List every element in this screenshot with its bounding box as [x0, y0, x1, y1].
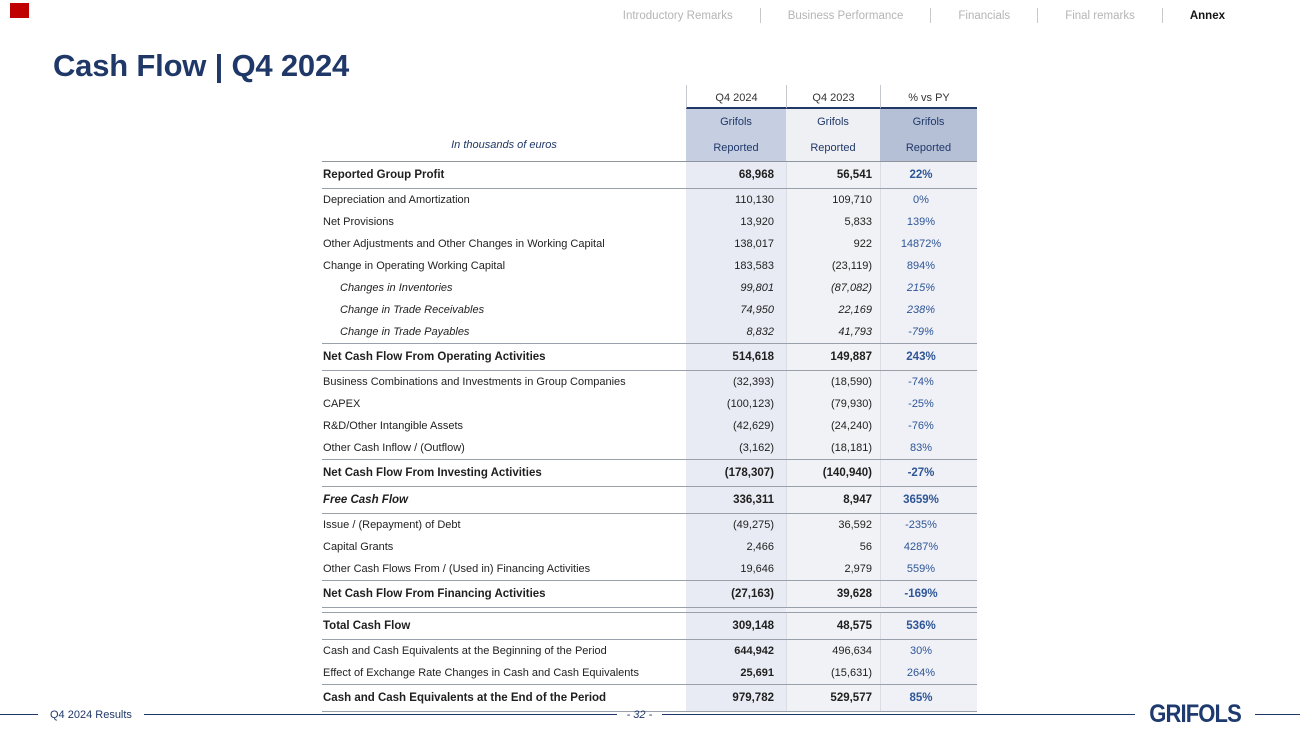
value-pct-vs-py: 264% — [880, 662, 977, 684]
row-label: Depreciation and Amortization — [323, 194, 470, 206]
page-title: Cash Flow | Q4 2024 — [53, 48, 350, 83]
table-row — [322, 536, 977, 558]
table-row — [322, 321, 977, 343]
table-row — [322, 459, 977, 487]
value-pct-vs-py: 85% — [880, 685, 977, 711]
value-pct-vs-py: 536% — [880, 613, 977, 639]
column-header-pct-vs-py: % vs PY — [880, 85, 977, 109]
value-pct-vs-py: -169% — [880, 581, 977, 607]
value-pct-vs-py: 139% — [880, 211, 977, 233]
value-pct-vs-py: 0% — [880, 189, 977, 211]
table-row — [322, 211, 977, 233]
value-q4-2023: 8,947 — [786, 487, 880, 513]
section-nav — [596, 8, 1252, 23]
nav-item-annex[interactable]: Annex — [1189, 9, 1225, 22]
value-q4-2023: (140,940) — [786, 460, 880, 486]
value-q4-2023: (24,240) — [786, 415, 880, 437]
table-row — [322, 393, 977, 415]
value-q4-2024: (178,307) — [686, 460, 786, 486]
value-q4-2024: (100,123) — [686, 393, 786, 415]
table-row — [322, 514, 977, 536]
row-label: CAPEX — [323, 398, 361, 410]
row-label: Other Adjustments and Other Changes in Working Capital — [323, 238, 605, 250]
value-q4-2024: 183,583 — [686, 255, 786, 277]
row-label: Net Cash Flow From Investing Activities — [323, 467, 542, 479]
value-pct-vs-py: 894% — [880, 255, 977, 277]
row-label: R&D/Other Intangible Assets — [323, 420, 464, 432]
value-pct-vs-py: 238% — [880, 299, 977, 321]
value-q4-2024: (27,163) — [686, 581, 786, 607]
basis-header-q4-2023: Reported — [786, 135, 880, 161]
value-q4-2024: 514,618 — [686, 344, 786, 370]
value-q4-2023: 41,793 — [786, 321, 880, 343]
value-q4-2024: 13,920 — [686, 211, 786, 233]
value-q4-2024: 309,148 — [686, 613, 786, 639]
footer-line — [662, 714, 1135, 715]
table-row — [322, 277, 977, 299]
value-pct-vs-py: 243% — [880, 344, 977, 370]
value-pct-vs-py: -74% — [880, 371, 977, 393]
cashflow-table — [322, 85, 977, 712]
value-q4-2023: (23,119) — [786, 255, 880, 277]
row-label: Free Cash Flow — [323, 494, 408, 506]
table-row — [322, 662, 977, 684]
nav-item-business-performance[interactable]: Business Performance — [787, 9, 904, 22]
table-row — [322, 189, 977, 211]
value-pct-vs-py: 83% — [880, 437, 977, 459]
row-label: Total Cash Flow — [323, 620, 411, 632]
row-label: Change in Operating Working Capital — [323, 260, 506, 272]
column-header-q4-2023: Q4 2023 — [786, 85, 880, 109]
row-label: Changes in Inventories — [340, 282, 453, 294]
value-pct-vs-py: 22% — [880, 162, 977, 188]
table-row — [322, 233, 977, 255]
value-pct-vs-py: 215% — [880, 277, 977, 299]
row-label: Business Combinations and Investments in Group Companies — [323, 376, 626, 388]
value-q4-2023: 56,541 — [786, 162, 880, 188]
value-q4-2024: (32,393) — [686, 371, 786, 393]
value-q4-2023: (18,181) — [786, 437, 880, 459]
value-q4-2023: 56 — [786, 536, 880, 558]
value-q4-2024: (42,629) — [686, 415, 786, 437]
company-header-q4-2023: Grifols — [786, 109, 880, 135]
table-row — [322, 558, 977, 580]
row-label: Change in Trade Receivables — [340, 304, 485, 316]
value-q4-2024: 74,950 — [686, 299, 786, 321]
nav-item-financials[interactable]: Financials — [958, 9, 1011, 22]
basis-header-q4-2024: Reported — [686, 135, 786, 161]
column-header-q4-2024: Q4 2024 — [686, 85, 786, 109]
value-q4-2024: (49,275) — [686, 514, 786, 536]
value-q4-2023: (87,082) — [786, 277, 880, 299]
value-q4-2023: (15,631) — [786, 662, 880, 684]
page-number: - 32 - — [626, 708, 653, 721]
footer-line — [0, 714, 38, 715]
value-pct-vs-py: -25% — [880, 393, 977, 415]
value-pct-vs-py: 14872% — [880, 233, 977, 255]
value-q4-2024: 25,691 — [686, 662, 786, 684]
row-label: Net Cash Flow From Operating Activities — [323, 351, 546, 363]
unit-note: In thousands of euros — [451, 139, 557, 151]
value-pct-vs-py: -27% — [880, 460, 977, 486]
grifols-red-square-icon — [10, 3, 29, 18]
nav-item-final-remarks[interactable]: Final remarks — [1065, 9, 1135, 22]
value-pct-vs-py: -76% — [880, 415, 977, 437]
table-row — [322, 299, 977, 321]
table-row — [322, 580, 977, 608]
value-pct-vs-py: -235% — [880, 514, 977, 536]
cashflow-table-header — [322, 85, 977, 162]
value-q4-2023: 2,979 — [786, 558, 880, 580]
value-q4-2023: 149,887 — [786, 344, 880, 370]
table-spacer — [322, 608, 977, 612]
row-label: Other Cash Flows From / (Used in) Financing Activities — [323, 563, 591, 575]
value-q4-2023: 5,833 — [786, 211, 880, 233]
footer-line — [1255, 714, 1300, 715]
value-q4-2024: 138,017 — [686, 233, 786, 255]
value-q4-2023: 39,628 — [786, 581, 880, 607]
value-q4-2024: 979,782 — [686, 685, 786, 711]
table-row — [322, 162, 977, 189]
table-row — [322, 415, 977, 437]
table-row — [322, 343, 977, 371]
value-pct-vs-py: 4287% — [880, 536, 977, 558]
value-q4-2024: 68,968 — [686, 162, 786, 188]
nav-item-introductory-remarks[interactable]: Introductory Remarks — [622, 9, 733, 22]
footer — [0, 700, 1300, 729]
row-label: Change in Trade Payables — [340, 326, 470, 338]
value-q4-2023: 496,634 — [786, 640, 880, 662]
value-q4-2024: 2,466 — [686, 536, 786, 558]
row-label: Net Provisions — [323, 216, 394, 228]
row-label: Other Cash Inflow / (Outflow) — [323, 442, 465, 454]
value-q4-2023: 109,710 — [786, 189, 880, 211]
value-q4-2023: 22,169 — [786, 299, 880, 321]
value-q4-2024: (3,162) — [686, 437, 786, 459]
row-label: Issue / (Repayment) of Debt — [323, 519, 461, 531]
table-row — [322, 612, 977, 640]
value-q4-2023: 529,577 — [786, 685, 880, 711]
value-pct-vs-py: -79% — [880, 321, 977, 343]
basis-header-pct-vs-py: Reported — [880, 135, 977, 161]
footer-left-text: Q4 2024 Results — [50, 708, 132, 721]
value-q4-2024: 110,130 — [686, 189, 786, 211]
row-label: Capital Grants — [323, 541, 394, 553]
value-q4-2023: (79,930) — [786, 393, 880, 415]
value-q4-2024: 8,832 — [686, 321, 786, 343]
value-pct-vs-py: 30% — [880, 640, 977, 662]
cashflow-table-body — [322, 162, 977, 712]
company-header-q4-2024: Grifols — [686, 109, 786, 135]
row-label: Net Cash Flow From Financing Activities — [323, 588, 546, 600]
table-row — [322, 640, 977, 662]
value-pct-vs-py: 3659% — [880, 487, 977, 513]
value-q4-2023: 36,592 — [786, 514, 880, 536]
value-pct-vs-py: 559% — [880, 558, 977, 580]
value-q4-2024: 336,311 — [686, 487, 786, 513]
value-q4-2024: 99,801 — [686, 277, 786, 299]
row-label: Reported Group Profit — [323, 169, 445, 181]
table-row — [322, 255, 977, 277]
table-row — [322, 371, 977, 393]
footer-line — [144, 714, 617, 715]
row-label: Effect of Exchange Rate Changes in Cash and Cash Equivalents — [323, 667, 639, 679]
value-q4-2023: 48,575 — [786, 613, 880, 639]
row-label: Cash and Cash Equivalents at the End of the Period — [323, 692, 607, 704]
grifols-logo: GRIFOLS — [1149, 700, 1241, 728]
value-q4-2023: (18,590) — [786, 371, 880, 393]
value-q4-2024: 644,942 — [686, 640, 786, 662]
table-row — [322, 437, 977, 459]
value-q4-2024: 19,646 — [686, 558, 786, 580]
value-q4-2023: 922 — [786, 233, 880, 255]
row-label: Cash and Cash Equivalents at the Beginning of the Period — [323, 645, 607, 657]
table-row — [322, 487, 977, 514]
company-header-pct-vs-py: Grifols — [880, 109, 977, 135]
